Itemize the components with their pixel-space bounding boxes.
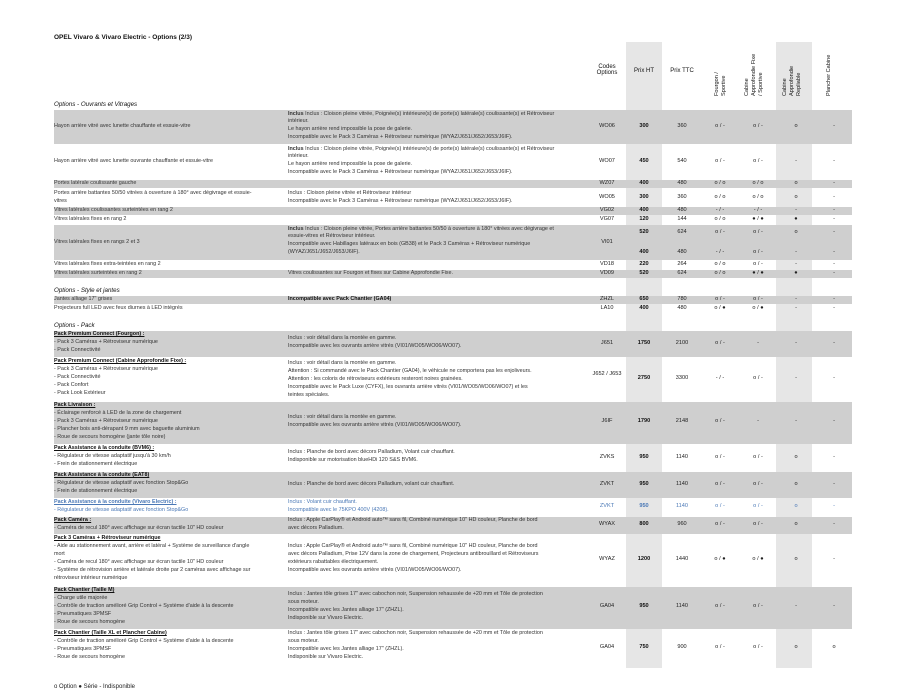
pack-item: - Régulateur de vitesse adaptatif avec fonction Stop&Go [54,480,189,486]
avail-v4: - [833,375,835,381]
price-ttc: 1140 [675,603,689,609]
avail-v2: o / ● [752,556,764,562]
pack-item: - Pack Connectivité [54,374,101,380]
pack-item: - Système de rétrovision arrière et latérale droite par 2 caméras avec affichage sur [54,567,251,573]
price-ttc: 480 [677,249,687,255]
table-row [54,331,852,357]
price-ttc: 540 [677,158,687,164]
avail-v2: - [757,340,759,346]
pack-item: mort [54,551,65,557]
avail-v3: o [794,454,798,460]
avail-v1: o / - [715,644,725,650]
option-code: J652 / J653 [592,371,622,377]
avail-v3: - [795,418,797,424]
avail-v2: o / - [753,603,763,609]
table-row [54,499,852,516]
price-ht: 220 [639,261,649,267]
avail-v4: - [833,603,835,609]
price-ttc: 624 [677,229,687,235]
price-ht: 520 [639,229,649,235]
option-detail: Inclus : Volant cuir chauffant. [288,499,357,505]
price-ht: 400 [639,305,649,311]
price-ht: 950 [639,603,649,609]
option-code: WO06 [599,123,615,129]
price-ht: 450 [639,158,649,164]
pack-item: - Caméra de recul 180° avec affichage sur écran tactile 10" HD couleur [54,559,224,565]
avail-v3: - [795,375,797,381]
table-row [54,445,852,471]
avail-v2: - [757,418,759,424]
pack-item: - Pack 3 Caméras + Rétroviseur numérique [54,366,158,372]
price-ttc: 2148 [675,418,689,424]
avail-v1: o / - [715,229,725,235]
avail-v2: - / - [753,207,763,213]
pack-title: Pack 3 Caméras + Rétroviseur numérique [54,535,161,541]
pack-item: - Roue de secours homogène [54,619,126,625]
table-row [54,180,852,188]
pack-item: - Éclairage renforcé à LED de la zone de chargement [54,410,182,416]
option-detail: Inclus : Planche de bord avec décors Palladium, Volant cuir chauffant. [288,449,455,455]
pack-title: Pack Chantier (Taille XL et Plancher Cabine) [54,630,167,636]
avail-v4: - [833,340,835,346]
avail-v2: o / - [753,644,763,650]
avail-v3: - [795,207,797,213]
pack-item: - Pack Confort [54,382,89,388]
price-ht: 300 [639,123,649,129]
option-name: Vitres latérales surteintées en rang 2 [54,270,142,276]
avail-v4: - [833,503,835,509]
price-ttc: 3300 [675,375,689,381]
option-detail: Incompatible avec le 75KPO 400V (4208). [288,507,389,513]
option-detail: Inclus : Cloison pleine vitrée et Rétroviseur intérieur [288,190,412,196]
option-code: ZVKT [599,503,615,509]
avail-v1: - / - [715,207,725,213]
option-name: Vitres latérales fixes extra-teintées en rang 2 [54,261,161,267]
option-detail: (WYAZ/J651/J652/J653/J6IF). [288,249,360,255]
option-detail: Incompatible avec les ouvrants arrière vitrés (VI01/WO05/WO06/WO07). [288,343,462,349]
avail-v3: o [794,481,798,487]
option-name: Portes arrière battantes 50/50 vitrées à ouverture à 180° avec dégivrage et essuie- [54,190,252,196]
avail-v4: - [833,481,835,487]
price-ttc: 960 [677,521,687,527]
option-code: WO07 [599,158,615,164]
price-ttc: 480 [677,207,687,213]
pack-item: - Pneumatiques 3PMSF [54,646,112,652]
price-ht: 950 [639,503,649,509]
avail-v1: o / - [715,340,725,346]
option-detail: Indisponible sur Vivaro Electric. [288,615,364,621]
pack-title: Pack Chantier (Taille M) [54,587,115,593]
table-row [54,305,852,313]
option-detail: Inclus : Planche de bord avec décors Palladium, volant cuir chauffant. [288,481,455,487]
avail-v3: o [794,644,798,650]
avail-v4: - [833,454,835,460]
option-code: GA04 [599,644,615,650]
table-row [54,517,852,534]
option-detail: essuie-vitres et Rétroviseur intérieur. [288,233,376,239]
option-name: vitres [54,198,67,204]
price-ht: 400 [639,249,649,255]
price-ht: 800 [639,521,649,527]
price-ttc: 264 [677,261,687,267]
pack-item: - Pneumatiques 3PMSF [54,611,112,617]
option-name: Vitres latérales coulissantes surteintées en rang 2 [54,207,173,213]
avail-v1: o / - [715,418,725,424]
option-name: Vitres latérales fixes en rangs 2 et 3 [54,239,140,245]
table-row [54,587,852,629]
avail-v4: - [833,521,835,527]
pack-item: - Pack Connectivité [54,347,101,353]
header-plancher: Plancher Cabine [826,54,832,96]
avail-v3: ● [794,216,798,222]
price-ttc: 2100 [675,340,689,346]
pack-title: Pack Livraison : [54,402,96,408]
table-row [54,270,852,278]
price-ttc: 480 [677,305,687,311]
header-ttc: Prix TTC [670,68,694,74]
avail-v2: o / - [753,261,763,267]
avail-v2: o / - [753,375,763,381]
option-detail: Incompatible avec le Pack 3 Caméras + Rétroviseur numérique (WYAZ/J651/J652/J653/J6IF). [288,198,513,204]
avail-v3: o [794,180,798,186]
avail-v2: ● / ● [752,216,764,222]
avail-v1: o / o [714,194,726,200]
price-ht: 1790 [637,418,651,424]
price-ht: 950 [639,481,649,487]
avail-v4: - [833,194,835,200]
option-detail: Inclus : Jantes tôle grises 17" avec cabochon noir, Suspension rehaussée de +20 mm et Tôle de protection [288,630,543,636]
option-detail: Attention : Si commandé avec le Pack Chantier (GA04), le véhicule ne comportera pas les enjoliveurs. [288,368,532,374]
price-ht: 750 [639,644,649,650]
avail-v3: o [794,123,798,129]
avail-v2: ● / ● [752,270,764,276]
price-ht: 400 [639,180,649,186]
pack-item: - Roue de secours homogène (jante tôle noire) [54,434,166,440]
option-code: VI01 [601,239,613,245]
pack-title: Pack Assistance à la conduite (Vivaro Electric) : [54,499,177,505]
header-ht: Prix HT [634,68,654,74]
option-detail: Incompatible avec le Pack 3 Caméras + Rétroviseur numérique (WYAZ/J651/J652/J653/J6IF). [288,169,513,175]
avail-v2: o / o [752,180,764,186]
avail-v2: o / - [753,249,763,255]
option-detail: Incompatible avec le Pack 3 Caméras + Rétroviseur numérique (WYAZ/J651/J652/J653/J6IF). [288,134,513,140]
option-name: Hayon arrière vitré avec lunette chauffante et essuie-vitre [54,123,191,129]
table-row [54,358,852,401]
avail-v4: - [833,123,835,129]
option-detail: Attention : les coloris de rétroviseurs extérieurs resteront noires grainées. [288,376,463,382]
avail-v1: - / - [715,375,725,381]
option-code: J651 [600,340,614,346]
price-ht: 400 [639,207,649,213]
avail-v2: o / o [752,194,764,200]
option-code: WZ07 [599,180,615,186]
option-detail: Incompatible avec les ouvrants arrière vitrés (VI01/WO05/WO06/WO07). [288,422,462,428]
price-ht: 120 [639,216,649,222]
option-detail: Inclus : voir détail dans la montée en gamme. [288,414,397,420]
pack-item: - Contrôle de traction amélioré Grip Control + Système d'aide à la descente [54,603,234,609]
avail-v2: o / - [753,521,763,527]
section-title: Options - Pack [54,322,95,329]
option-code: J6IF [601,418,613,424]
price-ttc: 624 [677,270,687,276]
avail-v2: o / - [753,158,763,164]
avail-v1: o / - [715,503,725,509]
option-detail: Incompatible avec Habillages latéraux en bois (GB38) et le Pack 3 Caméras + Rétroviseur numérique [288,241,531,247]
option-code: WYAX [598,521,616,527]
pack-title: Pack Assistance à la conduite (BVM6) : [54,445,155,451]
pack-item: - Frein de stationnement électrique [54,488,138,494]
option-detail: Indisponible sur motorisation blueHDi 120 S&S BVM6. [288,457,418,463]
option-detail: Le hayon arrière rend impossible la pose de galerie. [288,126,413,132]
option-name: Vitres latérales fixes en rang 2 [54,216,127,222]
price-ttc: 1140 [675,481,689,487]
price-ttc: 360 [677,194,687,200]
price-ht: 2750 [637,375,651,381]
price-ttc: 900 [677,644,687,650]
avail-v1: o / o [714,180,726,186]
avail-v3: o [794,503,798,509]
price-ttc: 1140 [675,454,689,460]
option-name: Hayon arrière vitré avec lunette ouvrante chauffante et essuie-vitre [54,158,214,164]
avail-v4: - [833,158,835,164]
price-ht: 520 [639,270,649,276]
avail-v3: - [795,158,797,164]
pack-item: - Aide au stationnement avant, arrière et latéral + Système de surveillance d'angle [54,543,250,549]
avail-v4: - [833,229,835,235]
page-title: OPEL Vivaro & Vivaro Electric - Options (2/3) [54,34,192,41]
pack-item: - Charge utile majorée [54,595,108,601]
option-detail: Le hayon arrière rend impossible la pose de galerie. [288,161,413,167]
avail-v1: o / - [715,481,725,487]
option-detail: Inclus : Apple CarPlay® et Android auto™ sans fil, Combiné numérique 10" HD couleur, Planche de bord [288,517,538,523]
header-codes: Codes Options [596,64,618,76]
section-title: Options - Ouvrants et Vitrages [54,101,138,108]
pack-title: Pack Assistance à la conduite (EAT8) [54,472,150,478]
option-code: WO05 [599,194,615,200]
avail-v3: o [794,229,798,235]
pack-title: Pack Premium Connect (Fourgon) : [54,331,145,337]
option-detail: Incompatible avec Pack Chantier (GA04) [288,296,392,302]
table-row [54,261,852,269]
table-row [54,225,852,260]
option-detail: Vitres coulissantes sur Fourgon et fixes sur Cabine Approfondie Fixe. [288,270,453,276]
pack-title: Pack Premium Connect (Cabine Approfondie Fixe) : [54,358,187,364]
option-detail: Inclus : Apple CarPlay® et Android auto™ sans fil, Combiné numérique 10" HD couleur, Planche de bord [288,543,538,549]
header-cab-fixe: Cabine Approfondie Fixe / Sportive [744,53,764,96]
header-cab-repliable: Cabine Approfondie Repliable [782,65,802,96]
table-row [54,535,852,586]
avail-v4: o [832,644,836,650]
price-ttc: 1440 [675,556,689,562]
option-detail: Incompatible avec les ouvrants arrière vitrés (VI01/WO05/WO06/WO07). [288,567,462,573]
avail-v4: - [833,296,835,302]
price-ttc: 780 [677,296,687,302]
pack-item: rétroviseur intérieur numérique [54,575,128,581]
header-fourgon: Fourgon / Sportive [714,72,727,96]
pack-item: - Caméra de recul 180° avec affichage sur écran tactile 10" HD couleur [54,525,224,531]
table-row [54,472,852,498]
table-row [54,630,852,668]
avail-v3: - [795,261,797,267]
avail-v4: - [833,216,835,222]
section-title: Options - Style et jantes [54,287,120,294]
avail-v2: o / - [753,123,763,129]
avail-v4: - [833,249,835,255]
avail-v2: o / - [753,503,763,509]
table-row [54,189,852,206]
option-detail: Inclus : voir détail dans la montée en gamme. [288,335,397,341]
option-detail: extérieurs rabattables électriquement. [288,559,379,565]
option-detail: sous moteur. [288,599,319,605]
option-name: Jantes alliage 17" grises [54,296,113,302]
avail-v2: o / - [753,481,763,487]
option-detail: Inclus Inclus : Cloison pleine vitrée, Poignée(s) intérieure(s) de porte(s) latérale(s) coulissante(s) et Rétroviseur [288,146,555,152]
option-code: VD09 [600,270,614,276]
option-name: Projecteurs full LED avec feux diurnes à LED intégrés [54,305,183,311]
option-detail: Inclus : voir détail dans la montée en gamme. [288,360,397,366]
option-detail: Inclus : Jantes tôle grises 17" avec cabochon noir, Suspension rehaussée de +20 mm et Tôle de protection [288,591,543,597]
avail-v2: o / ● [752,305,764,311]
avail-v4: - [833,556,835,562]
pack-item: - Pack 3 Caméras + Rétroviseur numérique [54,339,158,345]
option-code: WYAZ [599,556,615,562]
pack-item: - Plancher bois anti-dérapant 9 mm avec baguette aluminium [54,426,200,432]
price-ht: 300 [639,194,649,200]
avail-v1: o / - [715,454,725,460]
option-detail: intérieur. [288,118,309,124]
option-detail: sous moteur. [288,638,319,644]
pack-item: - Régulateur de vitesse adaptatif jusqu'à 30 km/h [54,453,171,459]
avail-v1: o / o [714,261,726,267]
price-ht: 950 [639,454,649,460]
avail-v1: o / o [714,270,726,276]
avail-v3: o [794,521,798,527]
option-detail: teintes spéciales. [288,392,330,398]
price-ttc: 144 [677,216,687,222]
price-ttc: 480 [677,180,687,186]
option-detail: Incompatible avec les Jantes alliage 17" (ZHZL). [288,646,404,652]
table-row [54,207,852,215]
avail-v4: - [833,261,835,267]
pack-item: - Roue de secours homogène [54,654,126,660]
avail-v1: o / - [715,123,725,129]
table-row [54,145,852,179]
table-row [54,110,852,144]
avail-v3: - [795,249,797,255]
option-code: VG02 [599,207,615,213]
avail-v3: - [795,305,797,311]
avail-v2: o / - [753,454,763,460]
price-ttc: 360 [677,123,687,129]
pack-item: - Régulateur de vitesse adaptatif avec fonction Stop&Go [54,507,189,513]
option-name: Portes latérale coulissante gauche [54,180,137,186]
price-ht: 1750 [637,340,651,346]
option-detail: Incompatible avec le Pack Luxe (CYFX), les ouvrants arrière vitrés (VI01/WO05/WO06/WO07) et les [288,384,528,390]
option-code: ZHZL [600,296,614,302]
avail-v1: o / - [715,603,725,609]
price-ht: 650 [639,296,649,302]
avail-v3: o [794,556,798,562]
option-detail: Inclus Inclus : Cloison pleine vitrée, Portes arrière battantes 50/50 à ouverture à 180° vitrées avec dégivrage et [288,226,554,232]
option-detail: avec décors Palladium. [288,525,344,531]
option-code: ZVKT [599,481,615,487]
avail-v3: o [794,194,798,200]
avail-v2: o / - [753,229,763,235]
avail-v1: o / ● [714,556,726,562]
table-row [54,402,852,444]
price-ttc: 1140 [675,503,689,509]
avail-v1: o / - [715,158,725,164]
avail-v4: - [833,207,835,213]
option-detail: Inclus Inclus : Cloison pleine vitrée, Poignée(s) intérieure(s) de porte(s) latérale(s) coulissante(s) et Rétroviseur [288,111,555,117]
avail-v1: o / ● [714,305,726,311]
pack-item: - Pack Look Extérieur [54,390,106,396]
price-ht: 1200 [637,556,651,562]
option-code: LA10 [600,305,614,311]
avail-v1: o / o [714,216,726,222]
option-code: VD18 [600,261,614,267]
avail-v3: - [795,603,797,609]
avail-v3: - [795,340,797,346]
avail-v4: - [833,305,835,311]
pack-item: - Contrôle de traction amélioré Grip Control + Système d'aide à la descente [54,638,234,644]
table-row [54,296,852,304]
option-detail: avec décors Palladium, Prise 12V dans la zone de chargement, Projecteurs antibrouillard et Rétroviseurs [288,551,539,557]
avail-v1: - / - [715,249,725,255]
option-code: GA04 [599,603,615,609]
option-detail: Indisponible sur Vivaro Electric. [288,654,364,660]
avail-v4: - [833,180,835,186]
avail-v4: - [833,418,835,424]
option-code: VG07 [599,216,615,222]
avail-v3: - [795,296,797,302]
avail-v4: - [833,270,835,276]
option-detail: Incompatible avec les Jantes alliage 17" (ZHZL). [288,607,404,613]
option-detail: intérieur. [288,153,309,159]
option-code: ZVKS [599,454,615,460]
pack-item: - Pack 3 Caméras + Rétroviseur numérique [54,418,158,424]
avail-v1: o / - [715,296,725,302]
legend: o Option ● Série - Indisponible [54,684,136,690]
pack-title: Pack Caméra : [54,517,92,523]
avail-v2: o / - [753,296,763,302]
pack-item: - Frein de stationnement électrique [54,461,138,467]
table-row [54,216,852,224]
avail-v3: ● [794,270,798,276]
avail-v1: o / - [715,521,725,527]
